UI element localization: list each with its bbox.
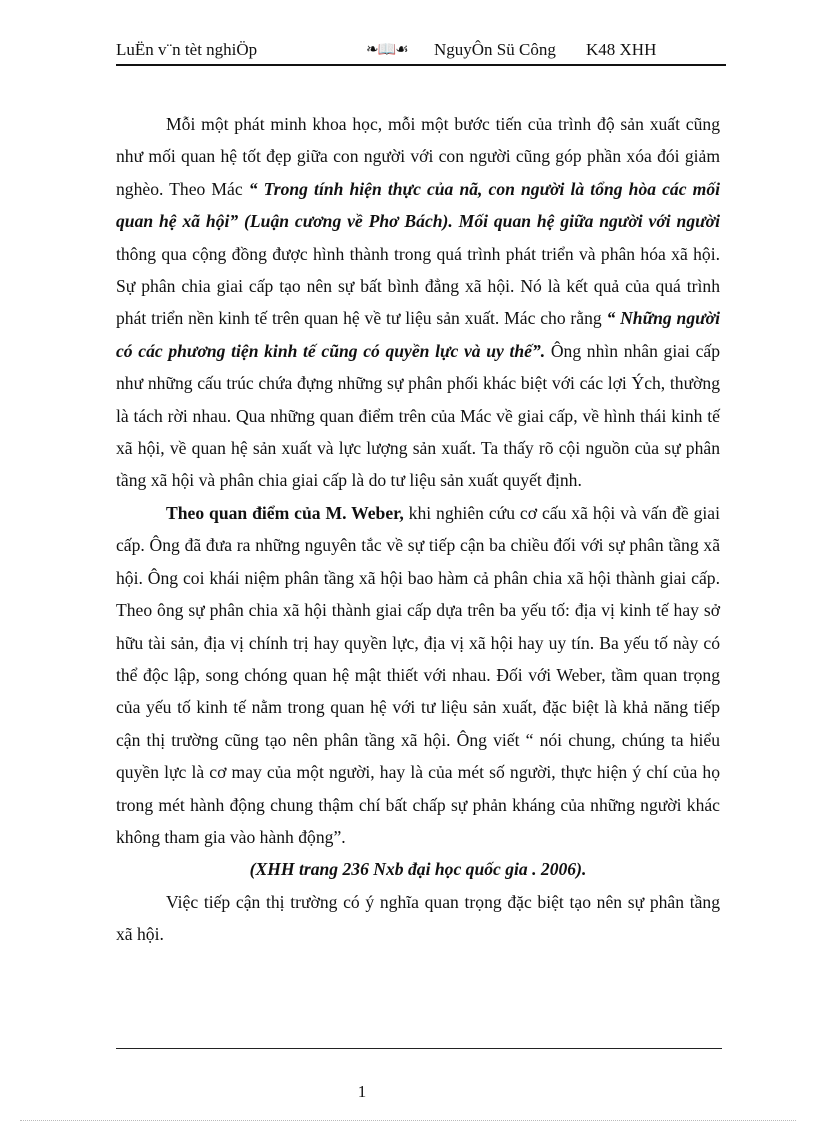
header-ornament-icon: ❧📖☙ [366,42,408,58]
paragraph-text: thông qua cộng đồng được hình thành trong quá trình phát triển và phân hóa xã hội. Sự phân chia giai cấp tạo nên sự bất bình đẳng xã hội. Nó là kết quả của quá trình phát triển nền kinh tế trên quan hệ về tư liệu sản xuất. Mác cho rằng [116,243,720,329]
page-header [116,36,726,66]
header-author: NguyÔn Sü Công [434,40,556,59]
body-text [116,108,720,951]
page-edge-divider [20,1120,796,1121]
citation: (XHH trang 236 Nxb đại học quốc gia . 2006). [249,859,587,880]
paragraph-text: khi nghiên cứu cơ cấu xã hội và vấn đề giai cấp. Ông đã đưa ra những nguyên tắc về sự tiếp cận ba chiều đối với sự phân tầng xã hội. Ông coi khái niệm phân tầng xã hội bao hàm cả phân chia xã hội thành giai cấp. Theo ông sự phân chia xã hội thành giai cấp dựa trên ba yếu tố: địa vị kinh tế hay sở hữu tài sản, địa vị chính trị hay quyền lực, địa vị xã hội hay uy tín. Ba yếu tố này có thể độc lập, song chóng quan hệ mật thiết với nhau. Đối với Weber, tầm quan trọng của yếu tố kinh tế nằm trong quan hệ với tư liệu sản xuất, đặc biệt là khả năng tiếp cận thị trường cũng tạo nên phân tầng xã hội. Ông viết “ nói chung, chúng ta hiểu quyền lực là cơ may của một người, hay là của mét số người, thực hiện ý chí của họ trong mét hành động chung thậm chí bất chấp sự phản kháng của những người khác không tham gia vào hành động”. [116,502,720,847]
marx-quote-2: “ Những người có các phương tiện kinh tế cũng có quyền lực và uy thế”. [116,308,720,361]
marx-quote-1: “ Trong tính hiện thực của nã, con người là tổng hòa các mối quan hệ xã hội” (Luận cương về Phơ Bách). Mối quan hệ giữa người với người [116,178,721,232]
header-title: LuËn v¨n tèt nghiÖp [116,40,258,59]
footer-divider [116,1048,722,1049]
header-class: K48 XHH [586,40,657,59]
page-number: 1 [357,1082,367,1101]
paragraph-text: Ông nhìn nhân giai cấp như những cấu trúc chứa đựng những sự phân phối khác biệt với các lợi Ých, thường là tách rời nhau. Qua những quan điểm trên của Mác về giai cấp, về hình thái kinh tế xã hội, về quan hệ sản xuất và lực lượng sản xuất. Ta thấy rõ cội nguồn của sự phân tầng xã hội và phân chia giai cấp là do tư liệu sản xuất quyết định. [116,340,720,491]
weber-lead: Theo quan điểm của M. Weber, [166,502,404,523]
paragraph-market: Việc tiếp cận thị trường có ý nghĩa quan trọng đặc biệt tạo nên sự phân tầng xã hội. [116,891,720,945]
paragraph-text: Mỗi một phát minh khoa học, mỗi một bước tiến của trình độ sản xuất cũng như mối quan hệ tốt đẹp giữa con người với con người cũng góp phần xóa đói giảm nghèo. Theo Mác [116,114,720,199]
paragraph-weber [116,497,720,853]
paragraph-marx [116,108,720,497]
